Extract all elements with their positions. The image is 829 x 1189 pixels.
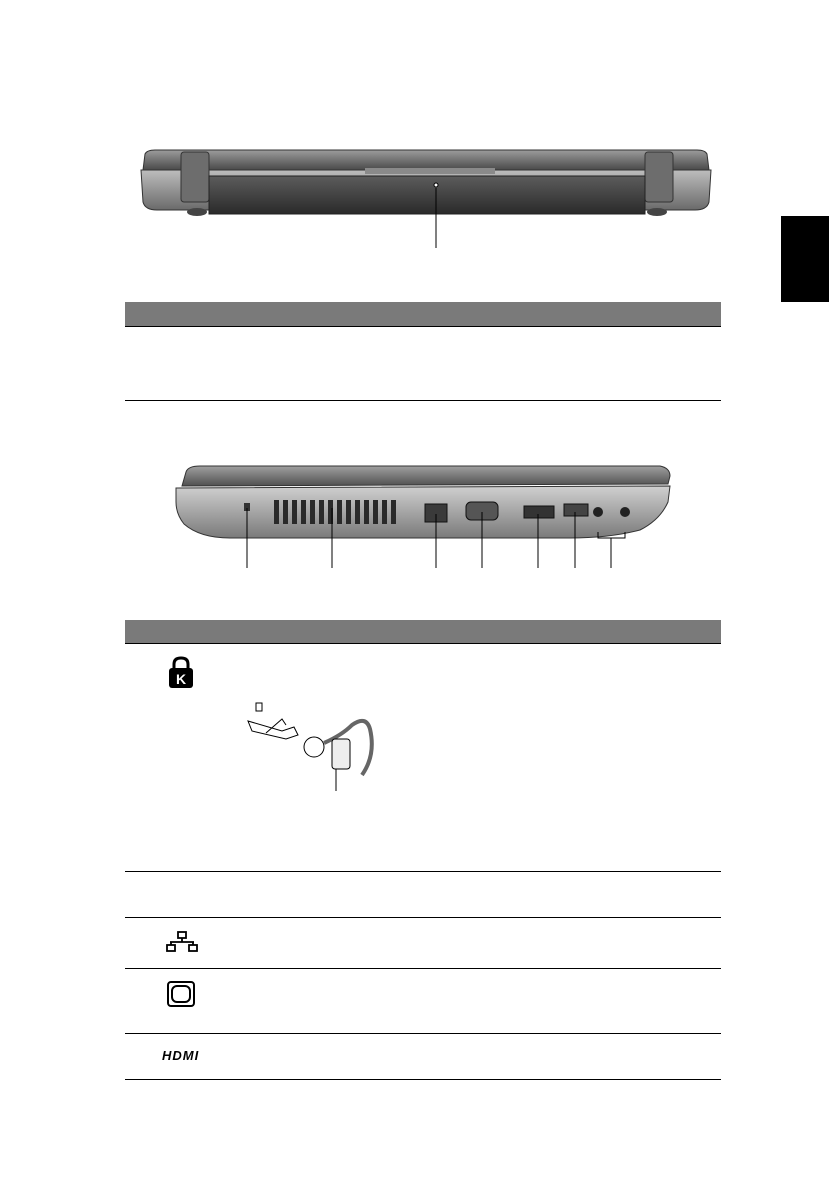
- table2-header: [125, 620, 721, 644]
- lock-cable-illustration: [242, 695, 382, 791]
- table2-rule-2: [125, 871, 721, 872]
- table2-rule-4: [125, 968, 721, 969]
- kensington-lock-icon: [166, 655, 196, 689]
- table2-rule-5: [125, 1033, 721, 1034]
- vga-icon: [166, 980, 196, 1008]
- table2-rule-3: [125, 917, 721, 918]
- svg-text:K: K: [175, 671, 187, 687]
- chapter-tab: [781, 216, 829, 302]
- ethernet-icon: [165, 931, 199, 953]
- table2-rule-1: [125, 643, 721, 644]
- laptop-rear-illustration: [125, 140, 725, 260]
- table1-row-rule: [125, 326, 721, 327]
- table1-header: [125, 302, 721, 326]
- laptop-left-side-illustration: [170, 458, 680, 574]
- table1-bottom-rule: [125, 400, 721, 401]
- hdmi-logo-text: HDMI: [162, 1048, 200, 1062]
- table2-bottom-rule: [125, 1079, 721, 1080]
- hdmi-icon: [162, 1048, 218, 1062]
